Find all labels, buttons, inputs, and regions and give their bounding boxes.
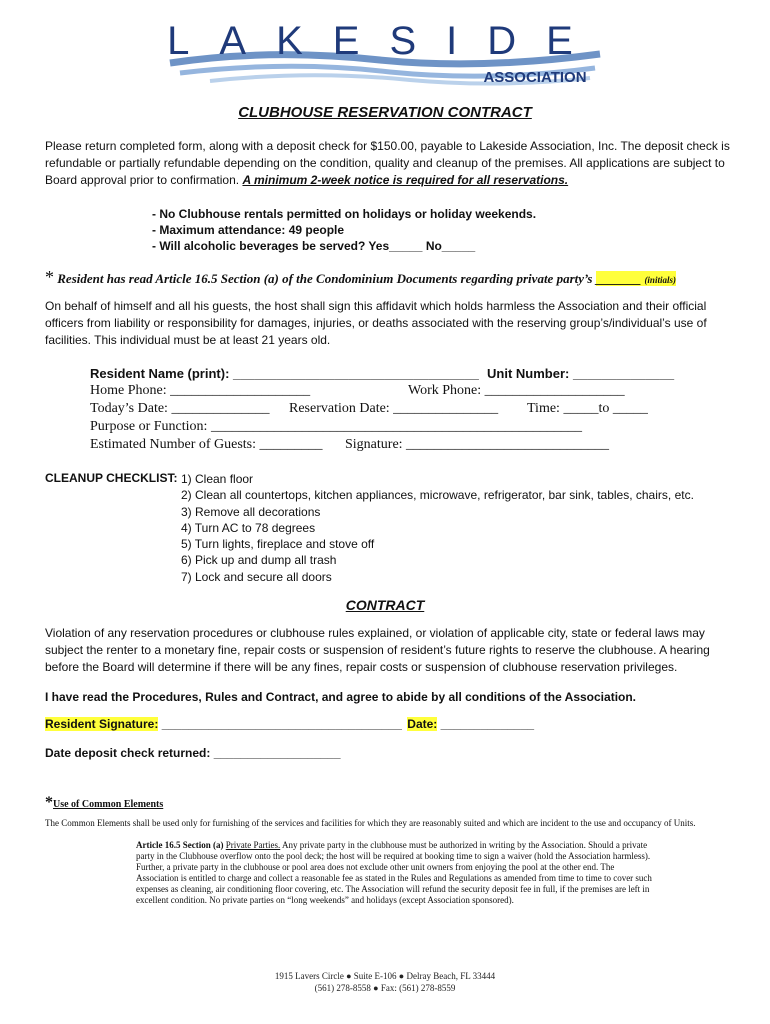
resident-name-field[interactable]: Resident Name (print): __________________________________ <box>90 366 479 381</box>
work-phone-field[interactable]: Work Phone: ____________________ <box>408 383 625 398</box>
intro-paragraph <box>45 138 735 189</box>
initials-blank[interactable]: _______ (initials) <box>595 271 676 286</box>
rule-item: - No Clubhouse rentals permitted on holidays or holiday weekends. <box>152 207 537 221</box>
home-phone-field[interactable]: Home Phone: ____________________ <box>90 383 311 398</box>
rules-list <box>152 206 536 254</box>
contract-heading: CONTRACT <box>345 597 425 613</box>
cleanup-item: 7) Lock and secure all doors <box>181 569 332 584</box>
asterisk: * <box>45 267 54 287</box>
cleanup-item: 3) Remove all decorations <box>181 504 321 519</box>
article-text: Resident has read Article 16.5 Section (a) of the Condominium Documents regarding private party’s <box>57 271 593 286</box>
common-elements-text: The Common Elements shall be used only for furnishing of the services and facilities for which they are reasonably suited and which are incident to the use and occupancy of Units. <box>45 818 696 828</box>
rule-item: - Will alcoholic beverages be served? Yes_____ No_____ <box>152 239 476 253</box>
common-elements-title-text: Use of Common Elements <box>53 799 164 810</box>
purpose-field[interactable]: Purpose or Function: _____________________________________________________ <box>90 419 582 434</box>
article-label: Article 16.5 Section (a) <box>136 840 224 850</box>
notice-text: A minimum 2-week notice is required for all reservations. <box>242 173 569 187</box>
date-label: Date: <box>407 717 438 731</box>
footer <box>0 970 770 994</box>
article-acknowledgement <box>45 267 745 288</box>
agreement-statement: I have read the Procedures, Rules and Contract, and agree to abide by all conditions of the Association. <box>45 690 637 704</box>
footer-address: 1915 Lavers Circle ● Suite E-106 ● Delray Beach, FL 33444 <box>274 971 496 981</box>
cleanup-item: 4) Turn AC to 78 degrees <box>181 520 316 535</box>
footer-phone: (561) 278-8558 ● Fax: (561) 278-8559 <box>314 983 456 993</box>
resident-signature-row <box>45 717 534 731</box>
unit-number-field[interactable]: Unit Number: ______________ <box>487 366 675 381</box>
rule-item: - Maximum attendance: 49 people <box>152 223 345 237</box>
logo-subtext: ASSOCIATION <box>483 69 587 86</box>
resident-signature-label: Resident Signature: <box>45 717 159 731</box>
article-body: Any private party in the clubhouse must be authorized in writing by the Association. Should a private party in the Clubhouse overflow onto the pool deck; the host will be required at booking time to sign a waiver (hold the Association harmless). Further, a private party in the clubhouse or pool area does not exclude other unit owners from enjoying the pool at the other end. The Association is entitled to charge and collect a reasonable fee as stated in the Rules and Regulations as amended from time to time to cover such expenses as cleaning, air conditioning floor covering, etc. The Association will refund the security deposit fee in full, if the premises are left in excellent condition. No private parties on “long weekends” and holidays (except Association sponsored). <box>136 840 652 905</box>
cleanup-item: 1) Clean floor <box>181 472 254 486</box>
todays-date-field[interactable]: Today’s Date: ______________ <box>90 401 270 416</box>
signature-field[interactable]: Signature: _____________________________ <box>345 437 610 452</box>
contract-paragraph: Violation of any reservation procedures or clubhouse rules explained, or violation of applicable city, state or federal laws may subject the renter to a monetary fine, repair costs or suspension of resident’s future rights to reserve the clubhouse. A hearing before the Board will determine if there will be any fines, repair costs or suspension of clubhouse reservation privileges. <box>45 626 710 674</box>
intro-text: Please return completed form, along with a deposit check for $150.00, payable to Lakeside Association, Inc. The deposit check is refundable or partially refundable depending on the condition, quality and cleanup of the premises. All applications are subject to Board approval prior to confirmation. <box>45 139 730 187</box>
date-blank[interactable]: ______________ <box>437 717 535 731</box>
common-elements-title <box>45 794 163 812</box>
guests-field[interactable]: Estimated Number of Guests: _________ <box>90 437 323 452</box>
logo-text: LAKESIDE <box>167 19 603 63</box>
resident-signature-blank[interactable]: ____________________________________ <box>158 717 402 731</box>
time-field[interactable]: Time: _____to _____ <box>527 401 648 416</box>
cleanup-list <box>181 471 694 585</box>
reservation-date-field[interactable]: Reservation Date: _______________ <box>289 401 499 416</box>
lakeside-logo <box>150 18 620 96</box>
deposit-returned-field[interactable]: Date deposit check returned: ___________________ <box>45 746 341 760</box>
affidavit-paragraph: On behalf of himself and all his guests, the host shall sign this affidavit which holds harmless the Association and their official officers from liability or responsibility for damages, injuries, or deaths associated with the reserving group’s/individual’s use of facilities. This individual must be at least 21 years old. <box>45 299 707 347</box>
article-detail <box>136 840 656 906</box>
cleanup-label: CLEANUP CHECKLIST: <box>45 471 178 485</box>
cleanup-item: 2) Clean all countertops, kitchen appliances, microwave, refrigerator, bar sink, tables, chairs, etc. <box>181 488 694 503</box>
article-sub: Private Parties. <box>225 840 281 850</box>
page-title: CLUBHOUSE RESERVATION CONTRACT <box>238 104 532 121</box>
asterisk: * <box>45 794 53 811</box>
cleanup-item: 5) Turn lights, fireplace and stove off <box>181 537 375 552</box>
cleanup-item: 6) Pick up and dump all trash <box>181 553 337 568</box>
